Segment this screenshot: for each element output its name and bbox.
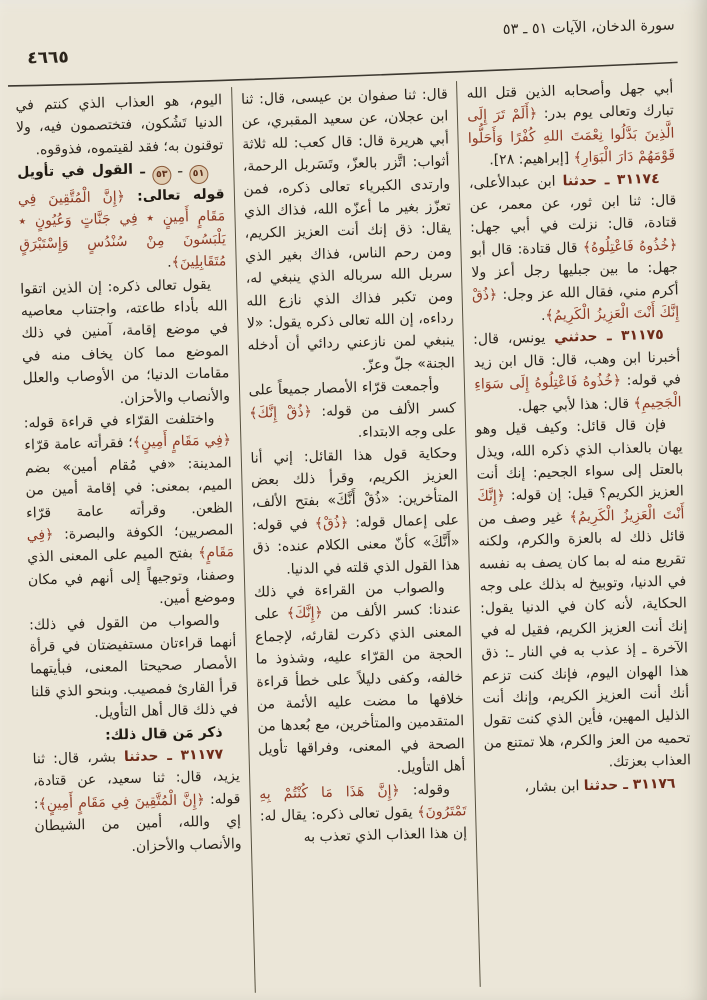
text-run: والصواب من القراءة في ذلك عندنا: كسر الألف من <box>253 579 462 622</box>
text-run: وأجمعت قرّاء الأمصار جميعاً على كسر الألف من قوله: <box>248 378 457 420</box>
text-run: على المعنى الذي ذكرت لقارئه، لإجماع الحجة من القرّاء عليه، وشذوذ ما خالفه، وكفى دليلاً على خطأ قراءة خلافها ما مضت عليه الأئمة من المتقدمين والمتأخرين، مع بُعدها من الصحة في المعنى، وفراقها تأويل أهل التأويل. <box>254 606 466 777</box>
text-run: وقوله: <box>399 781 451 799</box>
paragraph <box>469 167 680 329</box>
text-column-right <box>457 75 705 987</box>
hadith-number-narrator: ٣١١٧٦ ـ حدثنا <box>583 775 676 794</box>
text-run: فإن قال قائل: وكيف قيل وهو يهان بالعذاب الذي ذكره الله، ويذل بالعتل إلى سواء الجحيم: إنك أنت العزيز الكريم؟ قيل: إن قوله: <box>475 416 685 505</box>
paragraph <box>485 772 692 800</box>
paragraph <box>20 273 230 413</box>
page-number: ٤٦٦٥ <box>27 47 70 69</box>
text-run: يقول تعالى ذكره: إن الذين اتقوا الله بأداء طاعته، واجتناب معاصيه في موضع إقامة، آمنين في ذلك الموضع مما كان يخاف منه في مقامات الدنيا؛ من الأوصاب والعلل والأنصاب والأحزان. <box>20 276 231 407</box>
text-run: . <box>540 307 546 325</box>
paragraph <box>259 778 467 851</box>
paragraph <box>24 407 236 614</box>
page-header-title: سورة الدخان، الآيات ٥١ ـ ٥٣ <box>502 17 675 38</box>
quran-quote: ﴿إِنَّ هَذَا مَا كُنْتُمْ بِهِ تَمْتَرُونَ﴾ <box>259 782 467 821</box>
text-run: قال: ثنا صفوان بن عيسى، قال: ثنا ابن عجلان، عن سعيد المقبري، عن أبي هريرة قال: قال كعب: لله ثلاثة أثواب: اتَّزر بالعزّ، وتَسَربل الرحمة، وارتدى الكبرياء تعالى ذكره، فمن تعزّز بغير ما أعزّه الله، فذاك الذي يقال: ذق إنك أنت العزيز الكريم، ومن رحم الناس، فذاك بغير الذي سربل الله سرباله الذي ينبغي له، ومن تكبر فذاك الذي نازع الله رداءه، إن الله تعالى ذكره يقول: «لا ينبغي لمن نازعني ردائي أن أدخله الجنة» جلّ وعزّ. <box>240 86 455 374</box>
paragraph <box>32 743 242 860</box>
text-run: قال قتادة: قال أبو جهل: ما بين جبليها رجل أعز ولا أكرم مني، فقال الله عز وجل: <box>470 239 679 303</box>
text-run: ابن عبدالأعلى، قال: ثنا ابن ثور، عن معمر، عن قتادة، قال: نزلت في أبي جهل: <box>468 173 678 237</box>
quran-quote: ﴿أَلَمْ تَرَ إِلَى الَّذِينَ بَدَّلُوا نِعْمَتَ اللهِ كُفْرًا وَأَحَلُّوا قَوْمَهُمْ دَارَ الْبَوَارِ﴾ <box>467 106 676 167</box>
paragraph <box>15 89 223 162</box>
text-run: في قوله: «أَنَّكَ» كأنّ معنى الكلام عنده: ذق هذا القول الذي قلته في الدنيا. <box>252 515 461 578</box>
text-column-middle <box>231 81 481 993</box>
hadith-number-narrator: ٣١١٧٤ ـ حدثنا <box>562 170 660 190</box>
quran-quote: ﴿ذُقْ إِنَّكَ﴾ <box>249 403 313 422</box>
text-column-left <box>6 87 254 999</box>
text-run: . <box>166 254 172 271</box>
paragraph <box>29 609 239 726</box>
text-run: قال: هذا لأبي جهل. <box>517 395 634 415</box>
paragraph <box>241 83 455 380</box>
paragraph <box>475 413 691 777</box>
text-run: ؛ فقرأته عامة قرّاء المدينة: «في مُقام أمين» بضم الميم، بمعنى: في إقامة أمين من الظعن. وقرأته عامة قرّاء المصريين؛ الكوفة والبصرة: <box>24 435 234 543</box>
text-run: غير وصف من قائل ذلك له بالعزة والكرم، ولكنه تقريع منه له بما كان يصف به نفسه في الدنيا، وتوبيخ له بذلك على وجه الحكاية، لأنه كان في الدنيا يقول: إنك أنت العزيز الكريم، فقيل له في الآخرة ـ إذ عذب به في النار ـ: ذق هذا الهوان اليوم، فإنك كنت تزعم أنك أنت العزيز الكريم، وإنك أنت الذليل المهين، فأين الذي كنت تقول تحميه من العز والكرم، هلا تمتنع من العذاب بعزتك. <box>477 509 692 771</box>
text-run: بفتح الميم على المعنى الذي وصفنا، وتوجيهاً إلى أنهم في مكان وموضع أمين. <box>27 545 236 608</box>
verse-number-badge: ٥٣ <box>152 166 171 185</box>
quran-quote: ﴿ذُقْ﴾ <box>314 514 349 532</box>
text-run: : إي والله، أمين من الشيطان والأنصاب والأحزان. <box>33 796 242 855</box>
paragraph <box>250 442 460 582</box>
quran-quote: ﴿فِي مَقَامٍ﴾ <box>26 526 235 562</box>
paragraph <box>17 157 227 279</box>
bold-heading: ذكر مَن قال ذلك: <box>104 724 223 744</box>
quran-quote: ﴿إِنَّ الْمُتَّقِينَ فِي مَقَامٍ أَمِينٍ﴾ <box>38 791 205 813</box>
paragraph <box>248 375 456 448</box>
quran-quote: ﴿إِنَّكَ أَنْتَ الْعَزِيزُ الْكَرِيمُ﴾ <box>477 488 685 526</box>
text-run: على وجه الابتداء. <box>357 422 457 441</box>
quran-quote: ﴿إِنَّ الْمُتَّقِينَ فِي مَقَامٍ أَمِينٍ ٭ فِي جَنَّاتٍ وَعُيُونٍ ٭ يَلْبَسُونَ مِنْ سُنْدُسٍ وَإِسْتَبْرَقٍ مُتَقَابِلِينَ﴾ <box>17 188 227 271</box>
quran-quote: ﴿خُذُوهُ فَاعْتِلُوهُ إِلَى سَوَاءِ الْجَحِيمِ﴾ <box>474 373 682 412</box>
hadith-number-narrator: ٣١١٧٧ ـ حدثنا <box>123 746 224 766</box>
text-run: بشر، قال: ثنا يزيد، قال: ثنا سعيد، عن قتادة، قوله: <box>32 749 241 808</box>
text-run: يقول تعالى ذكره: يقال له: إن هذا العذاب الذي تعذب به <box>259 804 468 846</box>
quran-quote: ﴿فِي مَقَامٍ أَمِينٍ﴾ <box>132 432 232 452</box>
text-run: ـ <box>170 160 190 177</box>
page-content <box>0 3 707 1000</box>
text-run: والصواب من القول في ذلك: أنهما قراءتان مستفيضتان في قرأة الأمصار صحيحتا المعنى، فبأيتهما قرأ القارئ فمصيب. وبنحو الذي قلنا في ذلك قال أهل التأويل. <box>28 612 239 722</box>
text-run: واختلفت القرّاء في قراءة قوله: <box>23 410 215 432</box>
quran-quote: ﴿ذُقْ إِنَّكَ أَنْتَ الْعَزِيزُ الْكَرِيمُ﴾ <box>471 286 680 324</box>
paragraph <box>466 78 675 173</box>
paragraph <box>473 324 682 419</box>
text-run: يونس، قال: أخبرنا ابن وهب، قال: قال ابن زيد في قوله: <box>472 330 682 390</box>
text-run: أبي جهل وأصحابه الذين قتل الله تبارك وتعالى يوم بدر: <box>466 80 675 123</box>
verse-number-badge: ٥١ <box>189 165 208 184</box>
text-columns <box>6 75 705 998</box>
paragraph <box>254 576 466 783</box>
text-run: [إبراهيم: ٢٨]. <box>489 150 574 169</box>
quran-quote: ﴿خُذُوهُ فَاعْتِلُوهُ﴾ <box>582 237 678 256</box>
text-run: ابن بشار، <box>524 777 585 796</box>
bold-heading: ـ القول في تأويل قوله تعالى: <box>17 161 225 205</box>
quran-quote: ﴿إِنَّكَ﴾ <box>286 605 323 623</box>
hadith-number-narrator: ٣١١٧٥ ـ حدثني <box>554 327 664 347</box>
text-run: وحكاية قول هذا القائل: إني أنا العزيز الكريم، وقرأ ذلك بعض المتأخرين: «ذُقْ أَنَّكَ» بفتح الألف، على إعمال قوله: <box>250 444 460 531</box>
text-run: اليوم، هو العذاب الذي كنتم في الدنيا تَشُكون، فتختصمون فيه، ولا توقنون به؛ فقد لقيتموه، فذوقوه. <box>15 92 224 159</box>
